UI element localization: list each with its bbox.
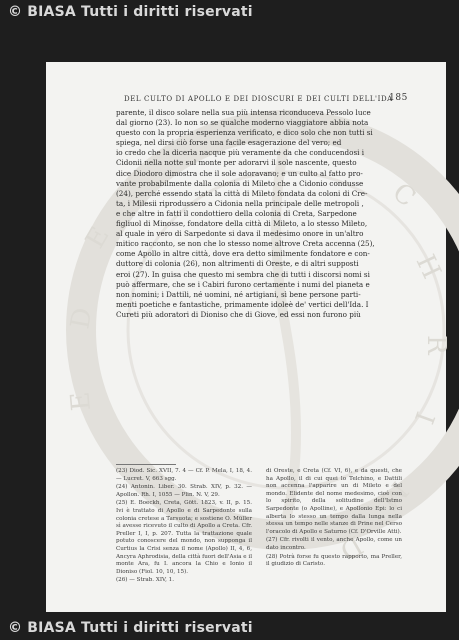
svg-text:I: I	[407, 407, 440, 428]
svg-text:M: M	[373, 475, 414, 516]
footnotes-right-column	[266, 468, 402, 570]
text-line: al quale in vero di Sarpedonte si dava il medesimo onore in un'altro	[116, 229, 364, 239]
text-line: eroi (27). In guisa che questo mi sembra che di tutti i discorsi nomi si	[116, 269, 370, 279]
svg-text:C: C	[386, 177, 422, 214]
footnote: (27) Cfr. rivolti il vento, anche Apollo, come un dato incontro.	[266, 537, 402, 551]
svg-text:D: D	[334, 528, 368, 566]
svg-text:H: H	[409, 250, 447, 284]
text-line: parente, il disco solare nella sua più intensa riconduceva Pessolo luce	[116, 108, 371, 117]
svg-text:R: R	[421, 335, 451, 355]
text-line: questo con la propria esperienza verificato, e dico solo che non tutti si	[116, 128, 373, 138]
text-line: (24), perché essendo stata la città di Mileto fondata da coloni di Cre-	[116, 188, 368, 198]
svg-text:D: D	[65, 305, 99, 332]
text-line: mitico racconto, se non che lo stesso nome altrove Creta accenna (25),	[116, 239, 375, 249]
footnote: di Oreste, e Creta (Cf. VI, 6), e da questi, che ha Apollo, il di cui quei lo Telchino, e Dattili non accenna l'apparire un di Mileto e del mondo. Elidente del nome medesimo, cioè con lo spirito, della solitudine dell'Istmo Sarpedonte (o Apolline), e Apollonio Epi: lo ci alberta lo stesso un tempo dalla lunga nella stessa un tempo nelle stanze di Prine nel Cerso l'oracolo di Apollo e Saturno (Cf. D'Orville Atti).	[266, 468, 402, 535]
text-line: spiega, nel dirsi ciò forse una facile esagerazione del vero; ed	[116, 138, 342, 148]
page-number: 185	[389, 93, 408, 103]
text-line: non nomini; i Dattili, né uomini, né artigiani, sì bene persone parti-	[116, 289, 361, 299]
footnote: (28) Potrà forse fu questo rapporto, ma Preller, il giudizio di Caristo.	[266, 553, 402, 568]
footnote: (23) Diod. Sic. XVII, 7. 4 — Cf. P. Mela, I, 18, 4. — Lucret. V, 663 sgg.	[116, 468, 252, 482]
text-line: può affermare, che se i Cabiri furono certamente i numi del pianeta e	[116, 279, 370, 289]
text-line: menti poetiche e fantastiche, primamente idoleè de' vertici dell'Ida. I	[116, 299, 369, 309]
footnote: (26) — Strab. XIV, 1.	[116, 577, 175, 584]
text-line: io credo che la dicerìa nacque più veramente da che conducendosi i	[116, 148, 365, 158]
text-line: dal giorno (23). Io non so se qualche moderno viaggiatore abbia nota	[116, 118, 369, 128]
running-header	[124, 95, 424, 103]
text-line: dice Diodoro dimostra che il sole adoravano; e un culto al fatto pro-	[116, 168, 363, 178]
text-line: figliuol di Minosse, fondatore della città di Mileto, a lo stesso Mileto,	[116, 219, 368, 229]
text-line: e che altre in fatti il condottiero della colonia di Creta, Sarpedone	[116, 208, 357, 218]
footnote: (25) E. Boeckh, Creta, Gött. 1823, v. II, p. 15. Ivi è trattato di Apollo e di Sarpedonte sulla colonia cretese a Tarsuota; e sostiene O. Müller sì avesse ricevuto il culto di Apollo a Creta. Cfr. Preller I, I, p. 207. Tutta la trattazione quale potuto conoscere del mondo, non supponga il Curtius la Crisi senza il nome (Apollo) II, 4, 6, Ancyra Aphrodisia, della città fuori dell'Asia e il monte Ara, fu I. ancora la Chio e Ionio il Dioniso (Fiol. 10, 10, 15).	[116, 500, 252, 575]
watermark-bottom: © BIASA Tutti i diritti riservati	[8, 620, 253, 636]
svg-text:E: E	[80, 222, 116, 254]
text-line: Cureti più adoratori di Dioniso che di Giove, ed essi non furono più	[116, 309, 361, 319]
footnote: (24) Antonin. Liber. 30. Strab. XIV, p. 32. — Apollon. Rh. I, 1055 — Plin. N. V, 29.	[116, 484, 252, 498]
watermark-top: © BIASA Tutti i diritti riservati	[8, 4, 253, 20]
text-line: vante probabilmente dalla colonia di Mileto che a Cidonio condusse	[116, 178, 364, 188]
svg-text:E: E	[65, 390, 97, 413]
footnotes-left-column	[116, 468, 252, 586]
running-title: DEL CULTO DI APOLLO E DEI DIOSCURI E DEI CULTI DELL'IDA	[124, 95, 393, 103]
text-line: come Apollo in altre città, dove era detto similmente fondatore e con-	[116, 249, 370, 259]
text-line: ta, i Milesii riprodussero a Cidonia nella principale delle metropoli ,	[116, 198, 364, 208]
text-line: Cidonii nella notte sul monte per adorarvi il sole nascente, questo	[116, 158, 357, 168]
main-text	[116, 108, 401, 320]
footnote-rule	[116, 464, 176, 465]
book-page	[46, 62, 451, 612]
text-line: duttore di colonia (26), non altrimenti di Oreste, e di altri supposti	[116, 259, 359, 269]
